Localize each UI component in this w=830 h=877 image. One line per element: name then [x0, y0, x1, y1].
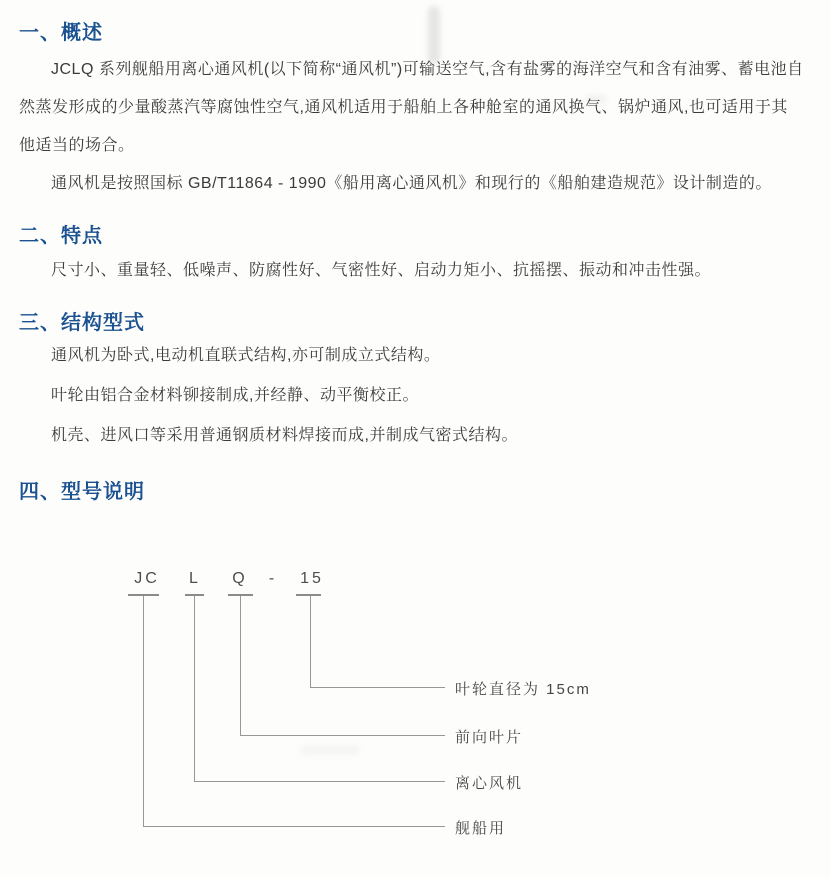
label-centrifugal-fan: 离心风机: [455, 775, 524, 792]
section-heading-features: 二、特点: [19, 225, 103, 247]
structure-paragraph-1: 通风机为卧式,电动机直联式结构,亦可制成立式结构。: [51, 347, 441, 364]
connector-line-blade-horizontal: [240, 735, 445, 736]
model-designation-diagram: [19, 550, 804, 877]
section-heading-model-designation: 四、型号说明: [19, 481, 145, 503]
model-code-prefix: JC: [134, 570, 160, 587]
model-code-blade-type: Q: [232, 570, 248, 587]
structure-paragraph-3: 机壳、进风口等采用普通钢质材料焊接而成,并制成气密式结构。: [51, 427, 518, 444]
connector-line-size: [310, 596, 311, 687]
label-impeller-diameter: 叶轮直径为 15cm: [455, 681, 591, 698]
features-paragraph: 尺寸小、重量轻、低噪声、防腐性好、气密性好、启动力矩小、抗摇摆、振动和冲击性强。: [51, 262, 712, 279]
connector-line-blade-type: [240, 596, 241, 735]
model-code-fan-type: L: [189, 570, 201, 587]
section-heading-structure: 三、结构型式: [19, 312, 145, 334]
model-code-size: 15: [300, 570, 324, 587]
connector-line-prefix: [143, 596, 144, 826]
overview-paragraph-1: JCLQ 系列舰船用离心通风机(以下简称“通风机”)可输送空气,含有盐雾的海洋空气和含有油雾、蓄电池自然蒸发形成的少量酸蒸汽等腐蚀性空气,通风机适用于船舶上各种舱室的通风换气、锅炉通风,也可适用于其他适当的场合。: [19, 61, 804, 154]
overview-paragraph-2: 通风机是按照国标 GB/T11864 - 1990《船用离心通风机》和现行的《船舶建造规范》设计制造的。: [51, 175, 772, 192]
label-naval-use: 舰船用: [455, 820, 507, 837]
structure-paragraph-2: 叶轮由铝合金材料铆接制成,并经静、动平衡校正。: [51, 387, 419, 404]
underline-size: [296, 594, 321, 596]
label-forward-blade: 前向叶片: [455, 729, 524, 746]
connector-line-prefix-horizontal: [143, 826, 445, 827]
connector-line-fan-horizontal: [194, 781, 445, 782]
connector-line-fan-type: [194, 596, 195, 781]
model-code-dash: -: [268, 570, 278, 587]
section-heading-overview: 一、概述: [19, 22, 103, 44]
connector-line-size-horizontal: [310, 687, 445, 688]
